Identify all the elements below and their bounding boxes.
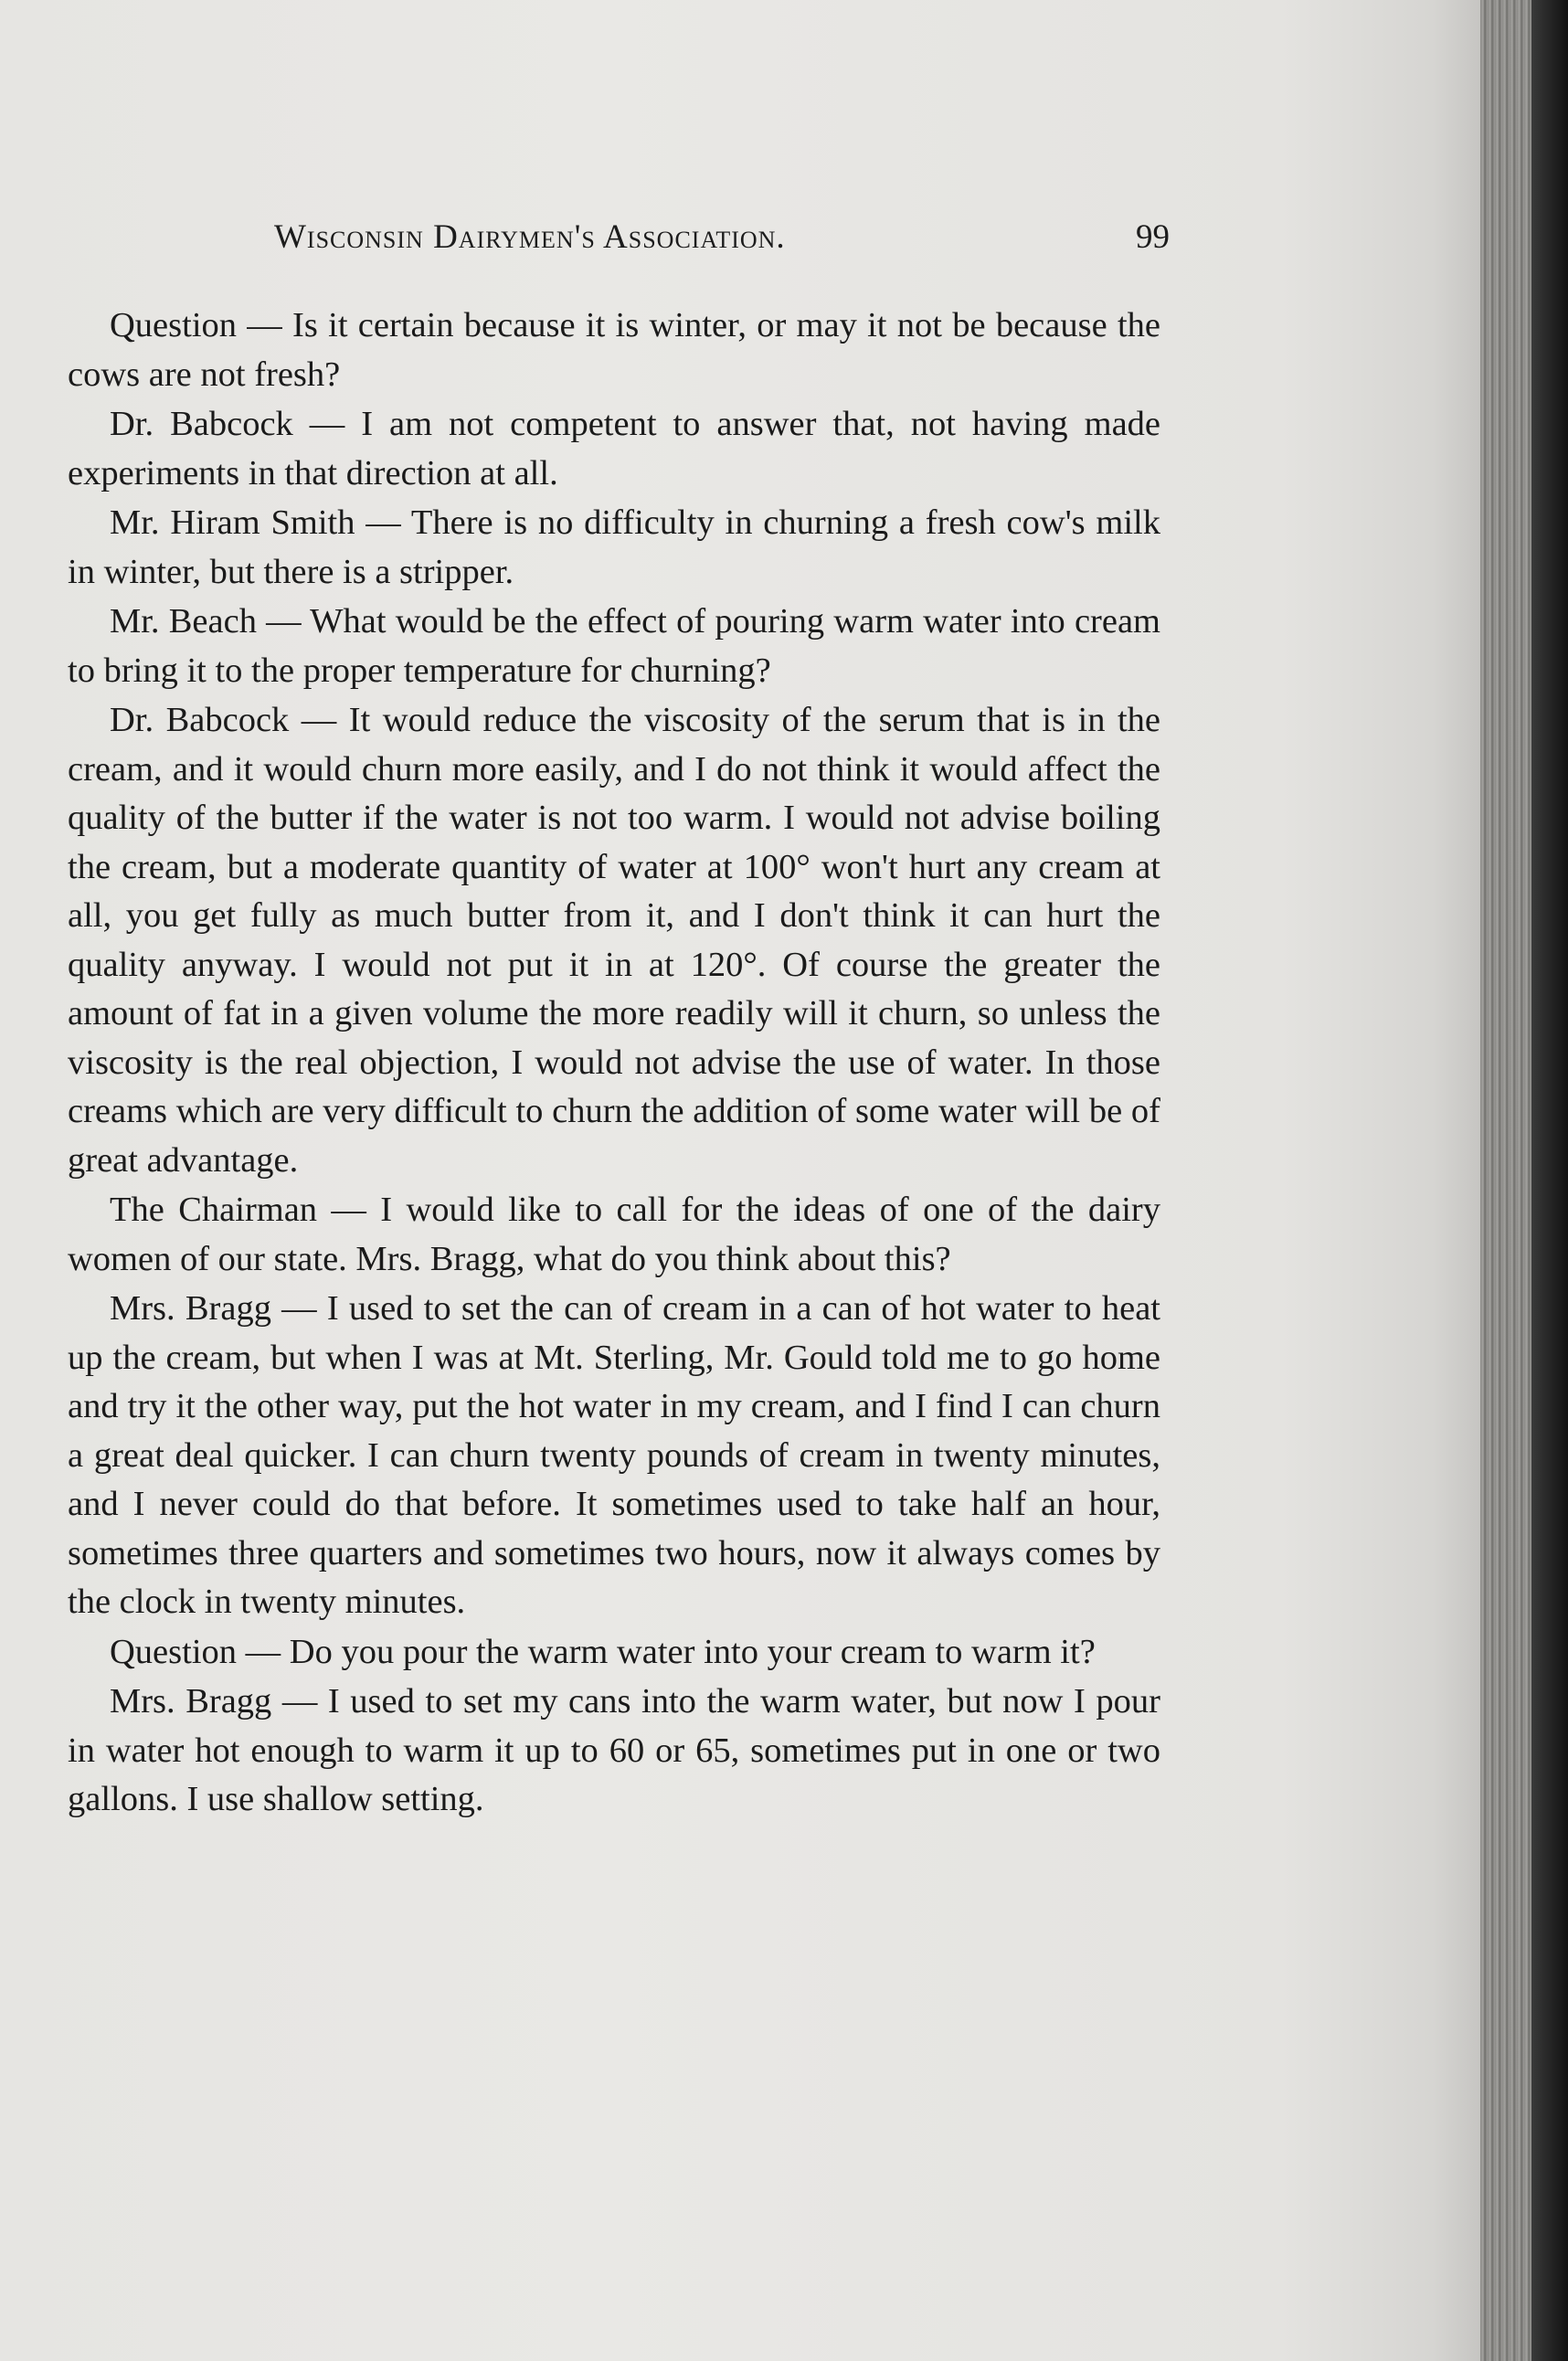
paragraph-babcock-viscosity: Dr. Babcock — It would reduce the viscosity of the serum that is in the cream, and it would churn more easily, and I do not think it would affect the quality of the butter if the water is not too warm. I would not advise boiling the cream, but a moderate quantity of water at 100° won't hurt any cream at all, you get fully as much butter from it, and I don't think it can hurt the quality anyway. I would not put it in at 120°. Of course the greater the amount of fat in a given volume the more readily will it churn, so unless the viscosity is the real objection, I would not advise the use of water. In those creams which are very difficult to churn the addition of some water will be of great advantage.	[68, 701, 1160, 1180]
paragraph-hiram-smith: Mr. Hiram Smith — There is no difficulty in churning a fresh cow's milk in winter, but there is a stripper.	[68, 503, 1160, 591]
body-text	[68, 302, 1160, 1825]
paragraph-bragg-shallow-setting: Mrs. Bragg — I used to set my cans into the warm water, but now I pour in water hot enough to warm it up to 60 or 65, sometimes put in one or two gallons. I use shallow setting.	[68, 1682, 1160, 1818]
running-title: Wisconsin Dairymen's Association.	[274, 218, 786, 256]
paragraph-question-warm-water: Question — Do you pour the warm water into your cream to warm it?	[110, 1632, 1096, 1671]
paragraph-question-winter: Question — Is it certain because it is winter, or may it not be because the cows are not fresh?	[68, 306, 1160, 394]
paragraph-chairman: The Chairman — I would like to call for the ideas of one of the dairy women of our state. Mrs. Bragg, what do you think about this?	[68, 1191, 1160, 1278]
page-number: 99	[1136, 218, 1170, 256]
paragraph-beach-question: Mr. Beach — What would be the effect of pouring warm water into cream to bring it to the proper temperature for churning?	[68, 602, 1160, 690]
paragraph-babcock-not-competent: Dr. Babcock — I am not competent to answer that, not having made experiments in that direction at all.	[68, 405, 1160, 492]
book-edge	[1480, 0, 1568, 2361]
paragraph-bragg-churning: Mrs. Bragg — I used to set the can of cream in a can of hot water to heat up the cream, but when I was at Mt. Sterling, Mr. Gould told me to go home and try it the other way, put the hot water in my cream, and I find I can churn a great deal quicker. I can churn twenty pounds of cream in twenty minutes, and I never could do that before. It sometimes used to take half an hour, sometimes three quarters and sometimes two hours, now it always comes by the clock in twenty minutes.	[68, 1289, 1160, 1621]
running-head	[274, 217, 1170, 272]
